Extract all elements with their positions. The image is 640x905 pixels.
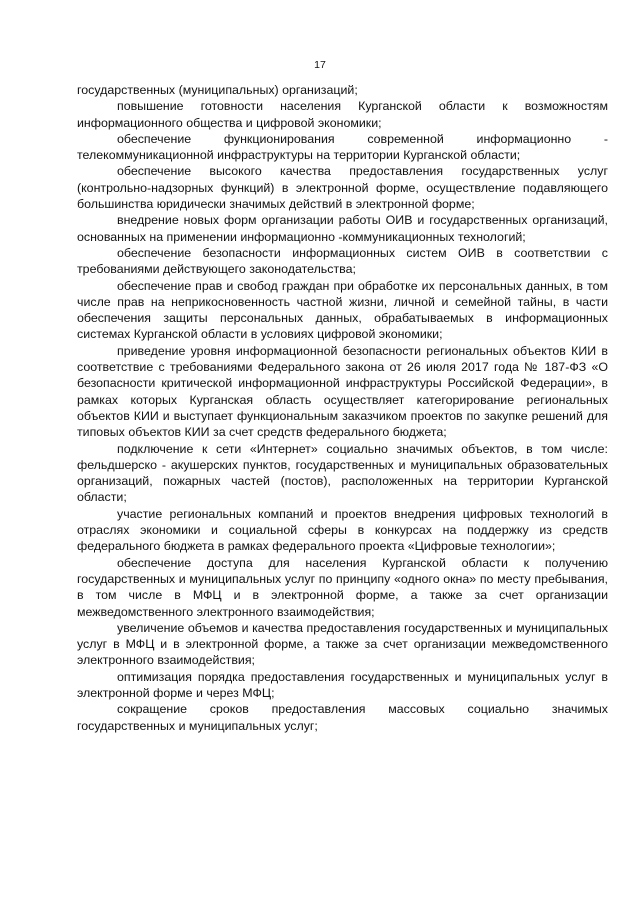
paragraph-11: обеспечение доступа для населения Курганской области к получению государственных и муниципальных услуг по принципу «одного окна» по месту пребывания, в том числе в МФЦ и в электронной форме, а также за счет организации межведомственного электронного взаимодействия;: [77, 555, 608, 619]
paragraph-7: обеспечение прав и свобод граждан при обработке их персональных данных, в том числе прав на неприкосновенность частной жизни, личной и семейной тайны, в части обеспечения защиты персональных данных, обрабатываемых в информационных системах Курганской области в условиях цифровой экономики;: [77, 278, 608, 342]
paragraph-6: обеспечение безопасности информационных систем ОИВ в соответствии с требованиями действующего законодательства;: [77, 245, 608, 277]
paragraph-8: приведение уровня информационной безопасности региональных объектов КИИ в соответствие с требованиями Федерального закона от 26 июля 2017 года № 187-ФЗ «О безопасности критической информационной инфраструктуры Российской Федерации», в рамках которых Курганская область осуществляет категорирование региональных объектов КИИ и выступает функциональным заказчиком проектов по закупке решений для типовых объектов КИИ за счет средств федерального бюджета;: [77, 343, 608, 440]
paragraph-1: государственных (муниципальных) организаций;: [77, 83, 358, 97]
page-number: 17: [314, 59, 326, 71]
paragraph-2: повышение готовности населения Курганской области к возможностям информационного общества и цифровой экономики;: [77, 99, 608, 130]
paragraph-10: участие региональных компаний и проектов внедрения цифровых технологий в отраслях экономики и социальной сферы в конкурсах на поддержку из средств федерального бюджета в рамках федерального проекта «Цифровые технологии»;: [77, 506, 608, 554]
paragraph-12: увеличение объемов и качества предоставления государственных и муниципальных услуг в МФЦ и в электронной форме, а также за счет организации межведомственного электронного взаимодействия;: [77, 620, 608, 668]
document-body: [77, 82, 608, 734]
paragraph-4: обеспечение высокого качества предоставления государственных услуг (контрольно-надзорных функций) в электронной форме, осуществление подавляющего большинства юридически значимых действий в электронной форме;: [77, 164, 608, 212]
paragraph-5: внедрение новых форм организации работы ОИВ и государственных организаций, основанных на применении информационно -коммуникационных технологий;: [77, 213, 608, 244]
paragraph-3: обеспечение функционирования современной информационно - телекоммуникационной инфраструктуры на территории Курганской области;: [77, 131, 608, 163]
paragraph-9: подключение к сети «Интернет» социально значимых объектов, в том числе: фельдшерско - акушерских пунктов, государственных и муниципальных образовательных организаций, пожарных частей (постов), расположенных на территории Курганской области;: [77, 441, 608, 505]
paragraph-13: оптимизация порядка предоставления государственных и муниципальных услуг в электронной форме и через МФЦ;: [77, 669, 608, 700]
paragraph-14: сокращение сроков предоставления массовых социально значимых государственных и муниципальных услуг;: [77, 702, 608, 733]
